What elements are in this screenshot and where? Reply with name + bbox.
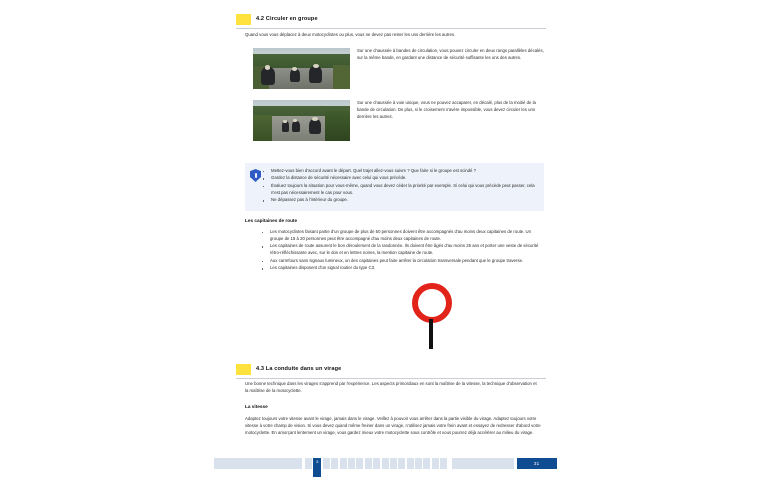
page-tick[interactable]: [373, 458, 380, 469]
capitaines-list: [260, 229, 545, 273]
sign-pole: [429, 319, 433, 349]
page-end-indicator[interactable]: 31: [517, 458, 557, 469]
page-tick[interactable]: [356, 458, 363, 469]
no-entry-ring-icon: [412, 283, 452, 323]
shield-icon: [250, 169, 261, 182]
page-tick[interactable]: [390, 458, 397, 469]
page-strip[interactable]: [214, 458, 554, 469]
list-item: Aux carrefours sans signaux lumineux, un des capitaines peut faire arrêter la circulation transversale pendant que le groupe traverse.: [260, 258, 545, 265]
section-intro-paragraph: Quand vous vous déplacez à deux motocyclistes ou plus, vous ne devez pas rester les uns derrière les autres.: [245, 32, 456, 37]
page-tick[interactable]: [382, 458, 389, 469]
heading-swatch-icon: [236, 14, 251, 25]
page-tick[interactable]: [305, 458, 312, 469]
page-tick[interactable]: [340, 458, 347, 469]
page-tick[interactable]: [365, 458, 372, 469]
page-range-segment[interactable]: [452, 458, 514, 469]
pagination-bar[interactable]: [0, 454, 768, 480]
section-heading-4-2: [236, 14, 546, 29]
section-title: 4.3 La conduite dans un virage: [256, 366, 342, 373]
page-tick[interactable]: [415, 458, 422, 469]
road-sign-c3-annotation: [412, 283, 458, 349]
page-tick[interactable]: [423, 458, 430, 469]
page-tick[interactable]: [432, 458, 439, 469]
list-item: Gardez la distance de sécurité nécessaire avec celui qui vous précède.: [261, 175, 538, 182]
section-intro-paragraph: Une bonne technique dans les virages s'apprend par l'expérience. Les aspects primordiaux en sont la maîtrise de la vitesse, la technique d'observation et la maîtrise de la motocyclette.: [245, 381, 537, 393]
tip-callout: [245, 163, 544, 211]
figure-row: [253, 100, 545, 141]
list-item: Mettez-vous bien d'accord avant le départ. Quel trajet allez-vous suivre ? Que faire si le groupe est scindé ?: [261, 168, 538, 175]
figure-row: [253, 48, 545, 89]
page-tick-active[interactable]: 8: [313, 458, 321, 477]
photo-single-file-riding: [253, 100, 350, 141]
section-heading-4-3: [236, 364, 546, 379]
photo-group-staggered-riding: [253, 48, 350, 89]
list-item: Les capitaines disposent d'un signal routier du type C3.: [260, 265, 545, 272]
page-tick[interactable]: [331, 458, 338, 469]
page-range-segment[interactable]: [214, 458, 302, 469]
heading-swatch-icon: [236, 364, 251, 375]
list-item: Les motocyclistes faisant partie d'un groupe de plus de 50 personnes doivent être accompagnés d'au moins deux capitaines de route. Un groupe de 15 à 20 personnes peut être accompagné d'au moins deux capitaines de route.: [260, 229, 545, 243]
page-tick[interactable]: [323, 458, 330, 469]
section-title: 4.2 Circuler en groupe: [256, 16, 318, 23]
page-tick[interactable]: [348, 458, 355, 469]
list-item: Ne dépassez pas à l'intérieur du groupe.: [261, 197, 538, 204]
page-tick[interactable]: [440, 458, 447, 469]
vitesse-paragraph: Adaptez toujours votre vitesse avant le virage, jamais dans le virage. Veillez à pouvoir vous arrêter dans la partie visible du virage. Adaptez toujours votre vitesse à votre champ de vision. Si vous devez quand même freiner dans un virage, n'utilisez jamais votre frein avant et essayez de redresser d'abord votre motocyclette. En amorçant lentement un virage, vous gardez mieux votre motocyclette sous contrôle et vous pourrez déjà accélérer au milieu du virage.: [245, 416, 541, 435]
page-sheet: [230, 0, 552, 454]
list-item: Les capitaines de route assurent le bon déroulement de la randonnée. Ils doivent être âgés d'au moins 25 ans et porter une veste de sécurité rétro-réfléchissante avec, sur le dos et en lettres noires, la mention capitaine de route.: [260, 243, 545, 257]
tip-list: [261, 168, 538, 205]
subsection-title-capitaines: Les capitaines de route: [245, 218, 298, 223]
subsection-title-vitesse: La vitesse: [245, 404, 268, 409]
figure-caption: Sur une chaussée à voie unique, vous ne pouvez accaparer, en décalé, plus de la moitié de la bande de circulation. De plus, si le croisement s'avère impossible, vous devez circuler les uns derrière les autres.: [357, 100, 536, 119]
page-tick[interactable]: [407, 458, 414, 469]
figure-caption: Sur une chaussée à bandes de circulation, vous pouvez circuler en deux rangs parallèles décalés, sur la même bande, en gardant une distance de sécurité suffisante les uns des autres.: [357, 48, 544, 60]
page-tick[interactable]: [398, 458, 405, 469]
list-item: Évaluez toujours la situation pour vous-même, quand vous devez céder la priorité par exemple. Si celui qui vous précède peut passer, cela n'est pas nécessairement le cas pour vous.: [261, 183, 538, 197]
